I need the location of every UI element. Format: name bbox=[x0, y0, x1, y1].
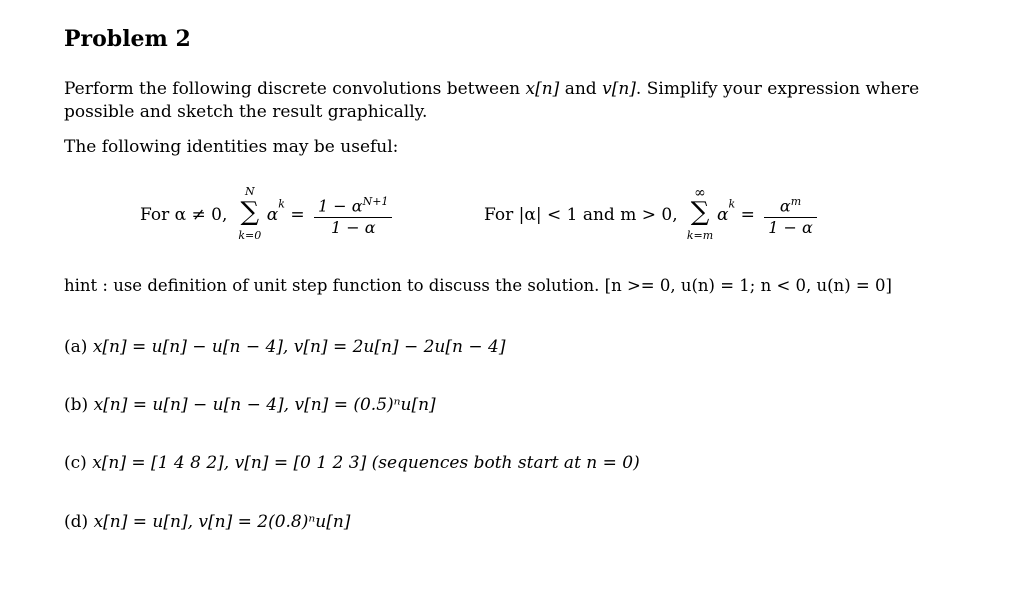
fraction bbox=[314, 192, 392, 237]
problem-heading: Problem 2 bbox=[64, 26, 191, 52]
sum-lower-limit: k=0 bbox=[238, 229, 262, 242]
signal-v: v[n] bbox=[602, 79, 636, 99]
equals-sign: = bbox=[735, 205, 761, 225]
part-label: (d) bbox=[64, 512, 94, 532]
fraction-numerator bbox=[314, 192, 392, 217]
sum-upper-limit: N bbox=[244, 185, 255, 198]
identity-condition: For α ≠ 0, bbox=[140, 205, 228, 225]
identity-condition: For |α| < 1 and m > 0, bbox=[484, 205, 678, 225]
part-d bbox=[64, 511, 350, 533]
summation-symbol bbox=[683, 185, 717, 245]
numerator-exponent: m bbox=[790, 195, 802, 209]
part-expression: x[n] = u[n] − u[n − 4], v[n] = (0.5)ⁿu[n] bbox=[93, 395, 436, 415]
numerator-text: α bbox=[779, 196, 791, 216]
fraction bbox=[764, 192, 817, 237]
intro-text: . Simplify your expression where bbox=[635, 79, 920, 99]
intro-line-2: possible and sketch the result graphically. bbox=[64, 102, 428, 122]
part-expression: x[n] = u[n], v[n] = 2(0.8)ⁿu[n] bbox=[93, 512, 351, 532]
part-label: (a) bbox=[64, 337, 93, 357]
sum-term: α bbox=[717, 205, 729, 225]
part-b bbox=[64, 394, 436, 416]
numerator-exponent: N+1 bbox=[362, 195, 389, 209]
part-c bbox=[64, 452, 640, 474]
fraction-denominator: 1 − α bbox=[330, 217, 376, 237]
sum-term-exponent: k bbox=[728, 197, 736, 211]
fraction-denominator: 1 − α bbox=[768, 217, 813, 237]
sum-lower-limit: k=m bbox=[686, 229, 714, 242]
sigma-glyph: ∑ bbox=[690, 197, 710, 227]
part-a bbox=[64, 336, 505, 358]
identity-finite-sum bbox=[140, 185, 396, 245]
intro-line-1 bbox=[64, 78, 919, 100]
hint-text: hint : use definition of unit step function to discuss the solution. [n >= 0, u(n) = 1; n < 0, u(n) = 0] bbox=[64, 276, 892, 295]
summation-symbol bbox=[233, 185, 267, 245]
part-label: (c) bbox=[64, 453, 93, 473]
fraction-numerator bbox=[764, 192, 817, 217]
identity-infinite-sum bbox=[484, 185, 821, 245]
intro-text: and bbox=[559, 79, 603, 99]
equals-sign: = bbox=[284, 205, 311, 225]
sigma-glyph: ∑ bbox=[240, 197, 260, 227]
identities-intro: The following identities may be useful: bbox=[64, 137, 399, 157]
sum-term: α bbox=[266, 205, 279, 225]
intro-text: Perform the following discrete convolutions between bbox=[64, 79, 526, 99]
sum-term-exponent: k bbox=[278, 197, 285, 211]
signal-x: x[n] bbox=[525, 79, 560, 99]
sum-upper-limit: ∞ bbox=[694, 185, 706, 201]
numerator-text: 1 − α bbox=[318, 196, 363, 216]
part-expression: x[n] = u[n] − u[n − 4], v[n] = 2u[n] − 2u[n − 4] bbox=[92, 337, 506, 357]
part-label: (b) bbox=[64, 395, 94, 415]
part-expression: x[n] = [1 4 8 2], v[n] = [0 1 2 3] (sequences both start at n = 0) bbox=[92, 453, 640, 473]
